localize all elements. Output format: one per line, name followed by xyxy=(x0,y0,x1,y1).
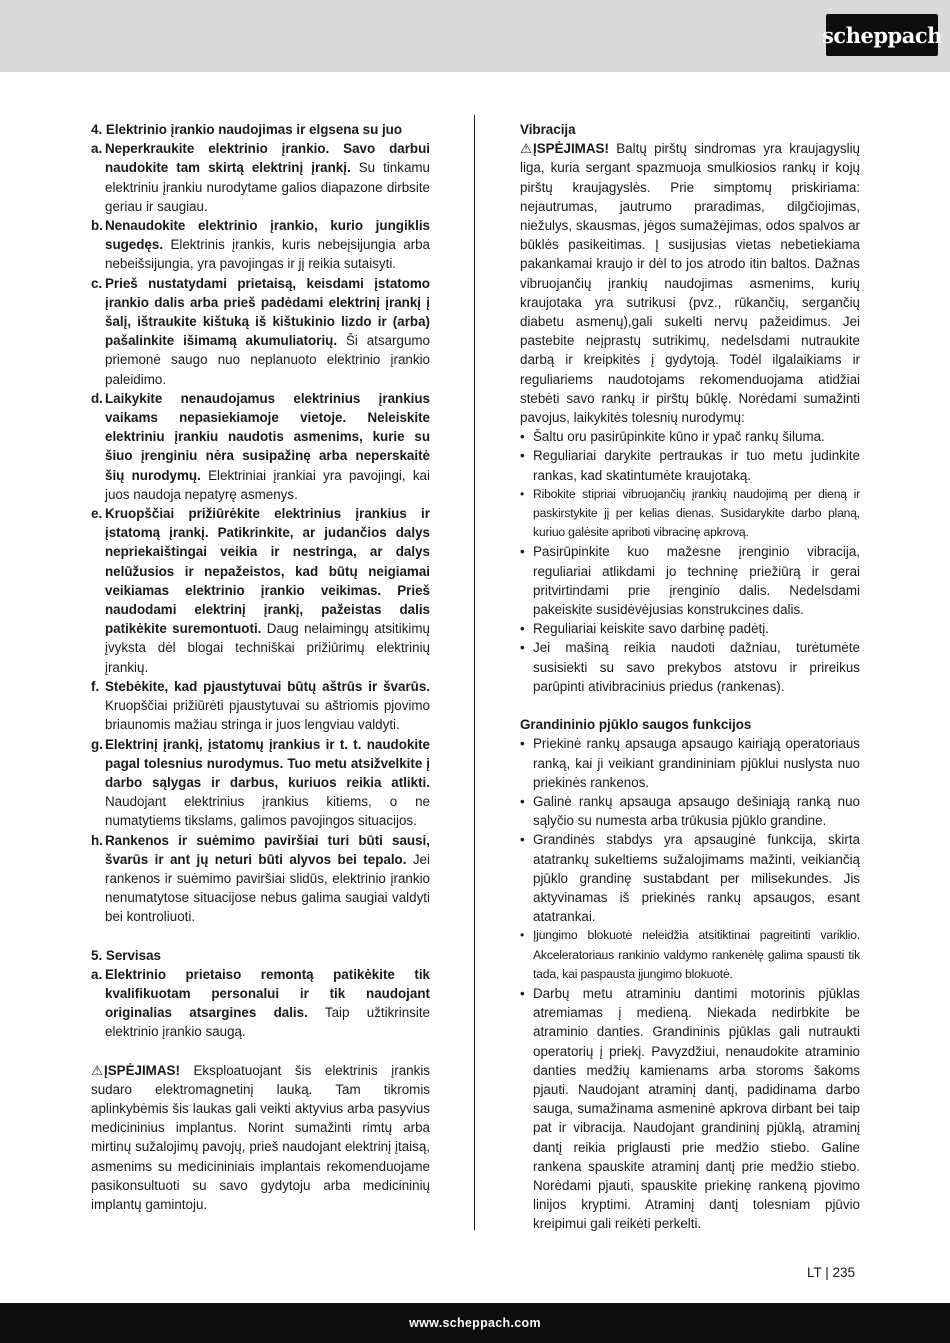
item-marker: h. xyxy=(91,832,103,848)
bullet-text: Įjungimo blokuotė neleidžia atsitiktinai pagreitinti variklio. Akceleratoriaus rankinio valdymo rankenėlę galima spausti tik tada, kai paspausta įjungimo blokuotė. xyxy=(533,928,860,981)
list-item xyxy=(91,504,430,677)
bullet-item xyxy=(520,792,860,830)
item-bold: Elektrinį įrankį, įstatomų įrankius ir t. t. naudokite pagal tolesnius nurodymus. Tuo metu atsižvelkite į darbo sąlygas ir darbus, kuriuos reikia atlikti. xyxy=(105,736,430,790)
warning-triangle-icon: ⚠ xyxy=(91,1062,104,1078)
vibration-warning xyxy=(520,139,860,427)
item-body xyxy=(105,677,430,735)
warning-triangle-icon: ⚠ xyxy=(520,141,533,157)
bullet-icon: • xyxy=(520,736,525,752)
vibration-title: Vibracija xyxy=(520,122,576,137)
section-5-title: 5. Servisas xyxy=(91,947,161,963)
item-text: Ši atsargumo priemonė saugo nuo neplanuoto elektrinio įrankio paleidimo. xyxy=(105,333,430,387)
item-marker: g. xyxy=(91,736,103,752)
list-item xyxy=(91,677,430,735)
vibration-text: Baltų pirštų sindromas yra kraujagyslių liga, kuria sergant spazmuoja smulkiosios rankų ir kojų pirštų kraujagyslės. Prie simptomų priskiriama: nejautrumas, jautrumo praradimas, dilgčiojimas, niežulys, skausmas, jėgos sumažėjimas, odos spalvos ar būklės pasikeitimas. Į susijusias vietas nebetiekiama pakankamai kraujo ir dėl to jos atrodo itin baltos. Dažnas vibruojančių įrankių naudojimas asmenims, kurių kraujotaka yra sutrikusi (pvz., rūkančių, sergančių diabetu asmenų),gali sukelti nervų pažeidimus. Jei pastebite neįprastų sutrikimų, nedelsdami nutraukite darbą ir kreipkitės į gydytoją. Todėl ilgalaikiams ir reguliariems naudotojams rekomenduojama atidžiai stebėti savo rankų ir pirštų būklę. Norėdami sumažinti pavojus, laikykitės tolesnių nurodymų: xyxy=(520,141,860,426)
bullet-text: Šaltu oru pasirūpinkite kūno ir ypač rankų šiluma. xyxy=(533,429,825,445)
item-text: Jei rankenos ir suėmimo paviršiai slidūs, elektrinio įrankio nenumatytose situacijose nebus galima saugiai valdyti bei kontroliuoti. xyxy=(105,851,430,925)
footer-bar xyxy=(0,1303,950,1343)
warning-label: ĮSPĖJIMAS! xyxy=(104,1062,180,1078)
item-body xyxy=(105,831,430,927)
list-item xyxy=(91,216,430,274)
item-bold: Neperkraukite elektrinio įrankio. Savo darbui naudokite tam skirtą elektrinį įrankį. xyxy=(105,141,430,176)
page-number-value: 235 xyxy=(832,1265,856,1280)
item-text: Taip užtikrinsite elektrinio įrankio saugą. xyxy=(105,1005,430,1040)
chainsaw-safety-bullets xyxy=(520,734,860,1233)
bullet-text: Reguliariai darykite pertraukas ir tuo metu judinkite rankas, kad skatintumėte kraujotaką. xyxy=(533,448,860,483)
bullet-text: Grandinės stabdys yra apsauginė funkcija, skirta atatrankų sukeltiems sužalojimams mažinti, veikiančią pjūklo grandinę sustabdant per milisekundes. Jis aktyvinamas iš priekinės rankų apsaugos, esant atatrankai. xyxy=(533,832,860,925)
item-marker: a. xyxy=(91,966,103,982)
bullet-icon: • xyxy=(520,621,525,637)
item-text: Su tinkamu elektriniu įrankiu nurodytame galios diapazone dirbsite geriau ir saugiau. xyxy=(105,160,430,214)
page-lang: LT xyxy=(807,1265,822,1280)
item-body xyxy=(105,504,430,677)
item-marker: a. xyxy=(91,141,103,157)
bullet-text: Reguliariai keiskite savo darbinę padėtį. xyxy=(533,621,769,637)
bullet-icon: • xyxy=(520,486,525,501)
bullet-item xyxy=(520,984,860,1234)
list-item xyxy=(91,274,430,389)
warning-text: Eksploatuojant šis elektrinis įrankis sudaro elektromagnetinį lauką. Tam tikromis aplinkybėmis šis laukas gali veikti aktyvius arba pasyvius medicininius implantus. Norint sumažinti rimtų arba mirtinų sužalojimų pavojų, prieš naudojant elektrinį įtaisą, asmenims su medicininiais implantais rekomenduojame pasikonsultuoti su savo gydytoju arba medicininių implantų gamintoju. xyxy=(91,1062,430,1212)
footer-url[interactable]: www.scheppach.com xyxy=(409,1316,541,1330)
bullet-text: Pasirūpinkite kuo mažesne įrenginio vibracija, reguliariai atlikdami jo techninę priežiūrą ir gerai pritvirtindami prie įrenginio dalis. Nedelsdami pakeiskite susidėvėjusias konstrukcines dalis. xyxy=(533,544,860,618)
bullet-item xyxy=(520,830,860,926)
scheppach-logo: scheppach xyxy=(826,14,938,56)
bullet-text: Galinė rankų apsauga apsaugo dešiniąją ranką nuo sąlyčio su numesta arba trūkusia pjūklo grandine. xyxy=(533,793,860,829)
bullet-icon: • xyxy=(520,544,525,560)
item-bold: Elektrinio prietaiso remontą patikėkite tik kvalifikuotam personalui ir tik naudojant originalias atsargines dalis. xyxy=(105,966,430,1021)
bullet-item xyxy=(520,427,860,446)
column-divider xyxy=(474,115,475,1230)
item-bold: Laikykite nenaudojamus elektrinius įrankius vaikams nepasiekiamoje vietoje. Neleiskite elektriniu įrankiu naudotis asmenims, kurie su šiuo įrenginiu nėra susipažinę arba neperskaitė šių nurodymų. xyxy=(105,390,430,483)
bullet-text: Jei mašiną reikia naudoti dažniau, turėtumėte susisiekti su savo prekybos atstovu ir prireikus parūpinti ativibracinius priedus (rankenas). xyxy=(533,640,860,694)
vibration-warning-label: ĮSPĖJIMAS! xyxy=(533,141,609,157)
item-body xyxy=(105,965,430,1042)
item-marker: d. xyxy=(91,390,103,406)
bullet-icon: • xyxy=(520,448,525,464)
section-4-list xyxy=(91,139,430,926)
item-bold: Rankenos ir suėmimo paviršiai turi būti sausi, švarūs ir ant jų neturi būti alyvos bei tepalo. xyxy=(105,832,430,867)
right-column xyxy=(520,120,860,1234)
item-marker: e. xyxy=(91,506,103,522)
item-bold: Stebėkite, kad pjaustytuvai būtų aštrūs ir švarūs. xyxy=(105,678,430,694)
chainsaw-safety-title: Grandininio pjūklo saugos funkcijos xyxy=(520,717,752,733)
bullet-icon: • xyxy=(520,640,525,656)
item-marker: c. xyxy=(91,275,103,291)
bullet-item xyxy=(520,926,860,984)
bullet-item xyxy=(520,619,860,638)
left-column xyxy=(91,120,430,1214)
bullet-item xyxy=(520,638,860,696)
item-text: Kruopščiai prižiūrėti pjaustytuvai su aštriomis pjovimo briaunomis mažiau stringa ir juos lengviau valdyti. xyxy=(105,698,430,733)
bullet-icon: • xyxy=(520,429,525,445)
page-number: LT | 235 xyxy=(807,1265,856,1280)
bullet-item xyxy=(520,485,860,543)
item-text: Elektrinis įrankis, kuris nebeįsijungia arba nebeišsijungia, yra pavojingas ir jį reikia sutaisyti. xyxy=(105,237,430,272)
list-item xyxy=(91,139,430,216)
item-bold: Prieš nustatydami prietaisą, keisdami įstatomo įrankio dalis arba prieš padėdami elektrinį įrankį į šalį, ištraukite kištuką iš kištukinio lizdo ir (arba) pašalinkite išimamą akumuliatorių. xyxy=(105,275,430,349)
list-item xyxy=(91,735,430,831)
bullet-item xyxy=(520,542,860,619)
item-body xyxy=(105,274,430,389)
bullet-icon: • xyxy=(520,985,525,1001)
section-5-list xyxy=(91,965,430,1042)
bullet-item xyxy=(520,446,860,484)
item-body xyxy=(105,735,430,831)
bullet-text: Priekinė rankų apsauga apsaugo kairiąją operatoriaus ranką, kai ji veikiant grandininiam pjūklui nuslysta nuo priekinės rankenos. xyxy=(533,736,860,790)
section-4-title: 4. Elektrinio įrankio naudojimas ir elgsena su juo xyxy=(91,122,403,137)
header-bar xyxy=(0,0,950,72)
list-item xyxy=(91,965,430,1042)
emf-warning xyxy=(91,1061,430,1215)
item-bold: Kruopščiai prižiūrėkite elektrinius įrankius ir įstatomą įrankį. Patikrinkite, ar judančios dalys nepriekaištingai veikia ir nestringa, ar dalys nelūžusios ir nepažeistos, kad būtų neigiamai veikiamas elektrinio įrankio veikimas. Prieš naudodami elektrinį įrankį, pažeistas dalis patikėkite suremontuoti. xyxy=(105,506,430,637)
item-text: Naudojant elektrinius įrankius kitiems, o ne numatytiems tikslams, galimos pavojingos situacijos. xyxy=(105,794,430,829)
vibration-bullets xyxy=(520,427,860,696)
list-item xyxy=(91,831,430,927)
bullet-item xyxy=(520,734,860,792)
bullet-text: Ribokite stipriai vibruojančių įrankių naudojimą per dieną ir paskirstykite jį per kelias dienas. Susidarykite darbo planą, kuriuo galėsite apriboti vibracinę apkrovą. xyxy=(533,486,860,540)
bullet-icon: • xyxy=(520,928,525,943)
item-marker: f. xyxy=(91,678,100,694)
item-text: Daug nelaimingų atsitikimų įvyksta dėl blogai techniškai prižiūrimų elektrinių įrankių. xyxy=(105,621,430,675)
bullet-text: Darbų metu atraminiu dantimi motorinis pjūklas atremiamas į medieną. Niekada nedirbkite be atraminio danties. Grandininis pjūklas gali nutraukti operatorių į priekį. Pavyzdžiui, nenaudokite atraminio danties medžių kamienams arba storoms šakoms pjauti. Naudojant atraminį dantį, padidinama darbo sauga, sumažinama asmeninė apkrova dirbant bei taip pat ir vibracija. Naudojant grandininį pjūklą, atraminį dantį reikia priglausti prie medžio stiebo. Galine rankena spauskite atraminį dantį prie medžio stiebo. Norėdami pjauti, spauskite priekinę rankeną pjovimo linijos kryptimi. Atraminį dantį tolesniam pjūvio kreipimui gali reikėti perkelti. xyxy=(533,985,860,1232)
item-body xyxy=(105,216,430,274)
list-item xyxy=(91,389,430,504)
item-body xyxy=(105,139,430,216)
item-marker: b. xyxy=(91,218,103,234)
item-body xyxy=(105,389,430,504)
item-bold: Nenaudokite elektrinio įrankio, kurio jungiklis sugedęs. xyxy=(105,218,430,253)
bullet-icon: • xyxy=(520,793,525,809)
item-text: Elektriniai įrankiai yra pavojingi, kai juos naudoja nepatyrę asmenys. xyxy=(105,467,430,502)
bullet-icon: • xyxy=(520,832,525,848)
